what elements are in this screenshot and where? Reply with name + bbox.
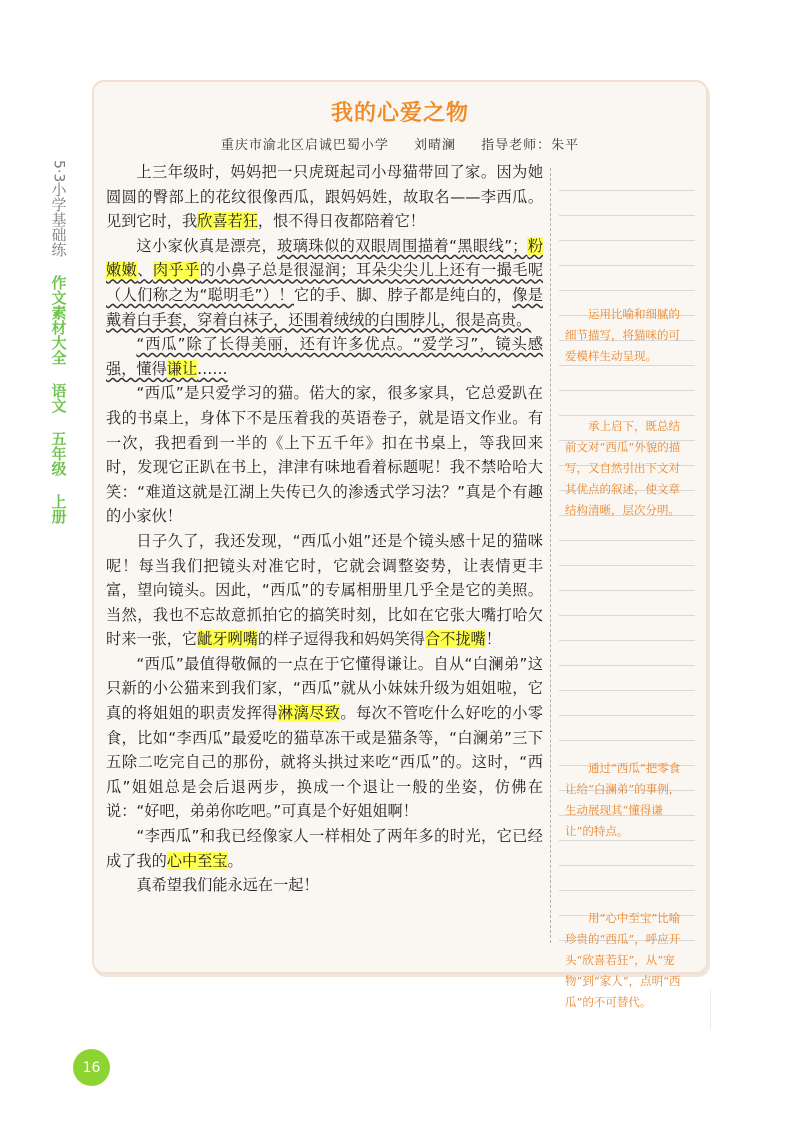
highlight-phrase: 欣喜若狂 bbox=[197, 212, 258, 231]
book-name: 小学基础练 bbox=[49, 182, 68, 258]
school-name: 重庆市渝北区启诚巴蜀小学 bbox=[220, 138, 389, 153]
paragraph-7: “李西瓜”和我已经像家人一样相处了两年多的时光，它已经成了我的心中至宝。 bbox=[106, 827, 543, 870]
teacher-name: 指导老师：朱平 bbox=[481, 138, 580, 153]
category-label: 作文素材大全 bbox=[49, 275, 68, 366]
highlight-phrase: 肉乎乎 bbox=[152, 261, 200, 280]
paragraph-8: 真希望我们能永远在一起！ bbox=[136, 876, 319, 895]
grade-label: 五年级 bbox=[49, 431, 68, 477]
highlight-phrase: 龇牙咧嘴 bbox=[197, 630, 258, 649]
book-spine bbox=[46, 160, 70, 524]
highlight-phrase: 心中至宝 bbox=[166, 851, 228, 870]
paragraph-5: 日子久了，我还发现，“西瓜小姐”还是个镜头感十足的猫咪呢！每当我们把镜头对准它时，它就会调整姿势，让表情更丰富，望向镜头。因此，“西瓜”的专属相册里几乎全是它的美照。当然，我也不忘故意抓拍它的搞笑时刻，比如在它张大嘴打哈欠时来一张，它龇牙咧嘴的样子逗得我和妈妈笑得合不拢嘴！ bbox=[106, 531, 543, 649]
byline bbox=[94, 134, 706, 153]
underlined-text: 的小鼻子总是很湿润；耳朵尖尖儿上还有一撮毛呢（人们称之为“聪明毛”）！ bbox=[106, 261, 544, 304]
highlight-phrase: 淋漓尽致 bbox=[277, 704, 341, 723]
underlined-text: 玻璃珠似的双眼周围描着“黑眼线”； bbox=[277, 236, 528, 255]
underlined-text: “西瓜”除了长得美丽，还有许多优点。“爱学习”，镜头感强，懂得 bbox=[106, 335, 543, 378]
underlined-text: 像是戴着白手套，穿着白袜子，还围着绒绒的白围脖儿，很是高贵。 bbox=[106, 285, 543, 329]
paragraph-2: 这小家伙真是漂亮，玻璃珠似的双眼周围描着“黑眼线”；粉嫩嫩、肉乎乎的小鼻子总是很湿润；耳朵尖尖儿上还有一撮毛呢（人们称之为“聪明毛”）！它的手、脚、脖子都是纯白的，像是戴着白手套，穿着白袜子，还围着绒绒的白围脖儿，很是高贵。 bbox=[106, 236, 544, 329]
essay-body bbox=[106, 160, 543, 898]
highlight-phrase: 粉嫩嫩 bbox=[106, 236, 544, 280]
essay-card bbox=[92, 80, 708, 1009]
annotation-note-1: 运用比喻和细腻的细节描写，将猫咪的可爱模样生动呈现。 bbox=[565, 307, 680, 363]
page-number-badge: 16 bbox=[73, 1049, 110, 1086]
annotation-note-3: 通过“西瓜”把零食让给“白澜弟”的事例，生动展现其“懂得谦让”的特点。 bbox=[565, 761, 681, 838]
book-category bbox=[50, 275, 67, 524]
highlight-phrase: 谦让 bbox=[166, 359, 198, 378]
paragraph-6: “西瓜”最值得敬佩的一点在于它懂得谦让。自从“白澜弟”这只新的小公猫来到我们家，“西瓜”就从小妹妹升级为姐姐啦，它真的将姐姐的职责发挥得淋漓尽致。每次不管吃什么好吃的小零食，比如“李西瓜”最爱吃的猫草冻干或是猫条等，“白澜弟”三下五除二吃完自己的那份，就将头拱过来吃“西瓜”的。这时，“西瓜”姐姐总是会后退两步，换成一个退让一般的坐姿，仿佛在说：“好吧，弟弟你吃吧。”可真是个好姐姐啊！ bbox=[106, 654, 544, 821]
volume-label: 上册 bbox=[49, 494, 68, 525]
annotation-note-2: 承上启下，既总结前文对“西瓜”外貌的描写，又自然引出下文对其优点的叙述，使文章结构清晰，层次分明。 bbox=[565, 419, 681, 517]
series-mark: 5·3 bbox=[50, 160, 67, 183]
series-label bbox=[50, 160, 67, 257]
column-divider bbox=[550, 168, 551, 943]
author-name: 刘晴澜 bbox=[413, 138, 456, 153]
subject-label: 语文 bbox=[49, 383, 68, 414]
annotation-note-4: 用“心中至宝”比喻珍贵的“西瓜”，呼应开头“欣喜若狂”，从“宠物”到“家人”，点明“西瓜”的不可替代。 bbox=[565, 911, 681, 1009]
paragraph-3: “西瓜”除了长得美丽，还有许多优点。“爱学习”，镜头感强，懂得谦让…… bbox=[106, 335, 543, 378]
paragraph-1: 上三年级时，妈妈把一只虎斑起司小母猫带回了家。因为她圆圆的臀部上的花纹很像西瓜，跟妈妈姓，故取名——李西瓜。见到它时，我欣喜若狂，恨不得日夜都陪着它！ bbox=[106, 163, 543, 231]
highlight-phrase: 合不拢嘴 bbox=[424, 630, 486, 649]
annotation-column bbox=[559, 166, 695, 1009]
essay-title: 我的心爱之物 bbox=[330, 101, 469, 126]
page-edge-line bbox=[710, 990, 711, 1030]
paragraph-4: “西瓜”是只爱学习的猫。偌大的家，很多家具，它总爱趴在我的书桌上，身体下不是压着我的英语卷子，就是语文作业。有一次，我把看到一半的《上下五千年》扣在书桌上，等我回来时，发现它正趴在书上，津津有味地看着标题呢！我不禁哈哈大笑：“难道这就是江湖上失传已久的渗透式学习法？”真是个有趣的小家伙！ bbox=[106, 384, 543, 526]
